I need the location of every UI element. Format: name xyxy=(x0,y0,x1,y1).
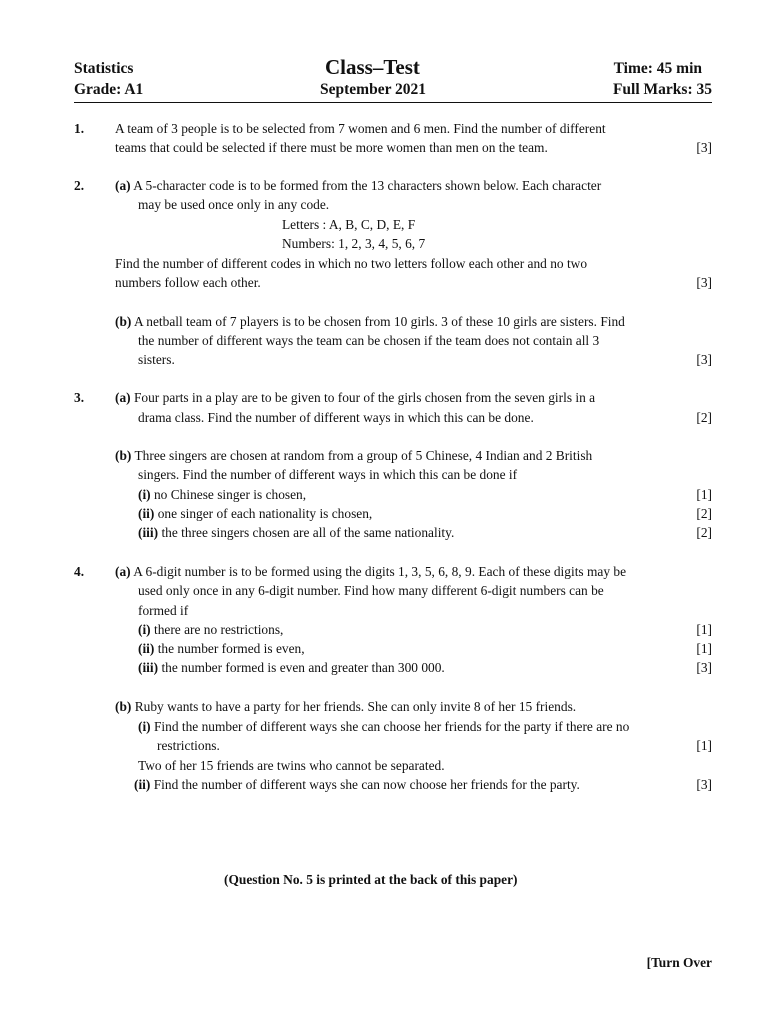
q3b-ii-label: (ii) xyxy=(138,506,155,521)
q3a-text: Four parts in a play are to be given to four of the girls chosen from the seven girls in a xyxy=(130,390,596,405)
q3b-i-label: (i) xyxy=(138,487,151,502)
q2b-label: (b) xyxy=(115,314,132,329)
q4b-twins-note: Two of her 15 friends are twins who cannot be separated. xyxy=(138,758,445,773)
q1-text-line: A team of 3 people is to be selected from 7 women and 6 men. Find the number of different xyxy=(115,121,606,136)
q4b-ii-mark: [3] xyxy=(696,777,712,792)
q3a-text-line xyxy=(115,390,595,406)
q4a-i-text: there are no restrictions, xyxy=(150,622,284,637)
time-label: Time: 45 min xyxy=(613,60,702,77)
q3a-text-line: drama class. Find the number of different ways in which this can be done. xyxy=(138,410,534,425)
q4a-iii-label: (iii) xyxy=(138,660,159,675)
q2b-text: A netball team of 7 players is to be chosen from 10 girls. 3 of these 10 girls are sisters. Find xyxy=(131,314,625,329)
q4a-text: A 6-digit number is to be formed using the digits 1, 3, 5, 6, 8, 9. Each of these digits may be xyxy=(130,564,627,579)
q3b-part-i xyxy=(138,487,306,503)
back-page-note: (Question No. 5 is printed at the back of this paper) xyxy=(224,872,518,887)
q3a-mark: [2] xyxy=(696,410,712,425)
q3b-part-ii xyxy=(138,506,372,522)
q4a-text-line: formed if xyxy=(138,603,189,618)
q2a-text-line: numbers follow each other. xyxy=(115,275,261,290)
q2a-text-line: Find the number of different codes in which no two letters follow each other and no two xyxy=(115,256,588,271)
q3b-part-iii xyxy=(138,525,454,541)
q4b-ii-text: Find the number of different ways she can now choose her friends for the party. xyxy=(150,777,580,792)
q4b-i-text-cont: restrictions. xyxy=(157,738,220,753)
q4a-text-line: used only once in any 6-digit number. Find how many different 6-digit numbers can be xyxy=(138,583,604,598)
q4b-i-label: (i) xyxy=(138,719,151,734)
q1-mark: [3] xyxy=(696,140,712,155)
q3b-iii-text: the three singers chosen are all of the same nationality. xyxy=(158,525,455,540)
q2a-numbers: Numbers: 1, 2, 3, 4, 5, 6, 7 xyxy=(282,236,426,251)
q4a-i-label: (i) xyxy=(138,622,151,637)
q3b-iii-label: (iii) xyxy=(138,525,159,540)
q4a-ii-text: the number formed is even, xyxy=(154,641,305,656)
q3b-ii-mark: [2] xyxy=(696,506,712,521)
date-label: September 2021 xyxy=(320,81,427,98)
q4b-label: (b) xyxy=(115,699,132,714)
q3b-iii-mark: [2] xyxy=(696,525,712,540)
q4b-i-mark: [1] xyxy=(696,738,712,753)
question-number-3: 3. xyxy=(74,390,85,405)
q2b-text-line: sisters. xyxy=(138,352,175,367)
q2b-mark: [3] xyxy=(696,352,712,367)
q2b-text-line: the number of different ways the team can be chosen if the team does not contain all 3 xyxy=(138,333,600,348)
q2a-text-line: may be used once only in any code. xyxy=(138,197,330,212)
q4a-part-ii xyxy=(138,641,305,657)
q2a-mark: [3] xyxy=(696,275,712,290)
q2a-text-line xyxy=(115,178,601,194)
question-number-4: 4. xyxy=(74,564,85,579)
page-title: Class–Test xyxy=(325,55,420,79)
full-marks-label: Full Marks: 35 xyxy=(612,81,712,98)
q4a-iii-mark: [3] xyxy=(696,660,712,675)
q4a-text-line xyxy=(115,564,626,580)
q4a-part-iii xyxy=(138,660,445,676)
q4a-i-mark: [1] xyxy=(696,622,712,637)
q4a-label: (a) xyxy=(115,564,131,579)
q4b-i-text: Find the number of different ways she can choose her friends for the party if there are no xyxy=(150,719,630,734)
q4b-part-i xyxy=(138,719,629,735)
grade-label: Grade: A1 xyxy=(74,81,144,98)
q3b-ii-text: one singer of each nationality is chosen, xyxy=(154,506,373,521)
q3b-text: Three singers are chosen at random from a group of 5 Chinese, 4 Indian and 2 British xyxy=(131,448,593,463)
q3b-i-text: no Chinese singer is chosen, xyxy=(150,487,307,502)
q3b-i-mark: [1] xyxy=(696,487,712,502)
q4b-text: Ruby wants to have a party for her friends. She can only invite 8 of her 15 friends. xyxy=(131,699,577,714)
q2a-letters: Letters : A, B, C, D, E, F xyxy=(282,217,416,232)
question-number-2: 2. xyxy=(74,178,85,193)
q4b-text-line xyxy=(115,699,576,715)
q3b-text-line xyxy=(115,448,592,464)
question-number-1: 1. xyxy=(74,121,85,136)
q2a-text: A 5-character code is to be formed from the 13 characters shown below. Each character xyxy=(130,178,602,193)
q3a-label: (a) xyxy=(115,390,131,405)
q1-text-line: teams that could be selected if there must be more women than men on the team. xyxy=(115,140,548,155)
q4a-iii-text: the number formed is even and greater than 300 000. xyxy=(158,660,445,675)
q2a-label: (a) xyxy=(115,178,131,193)
turn-over-label: [Turn Over xyxy=(646,955,712,970)
q4b-ii-label: (ii) xyxy=(134,777,151,792)
q4a-ii-mark: [1] xyxy=(696,641,712,656)
q3b-text-line: singers. Find the number of different ways in which this can be done if xyxy=(138,467,518,482)
header-rule xyxy=(74,102,712,103)
q3b-label: (b) xyxy=(115,448,132,463)
subject-label: Statistics xyxy=(74,60,134,77)
q4a-ii-label: (ii) xyxy=(138,641,155,656)
q2b-text-line xyxy=(115,314,625,330)
q4b-part-ii xyxy=(134,777,580,793)
q4a-part-i xyxy=(138,622,283,638)
